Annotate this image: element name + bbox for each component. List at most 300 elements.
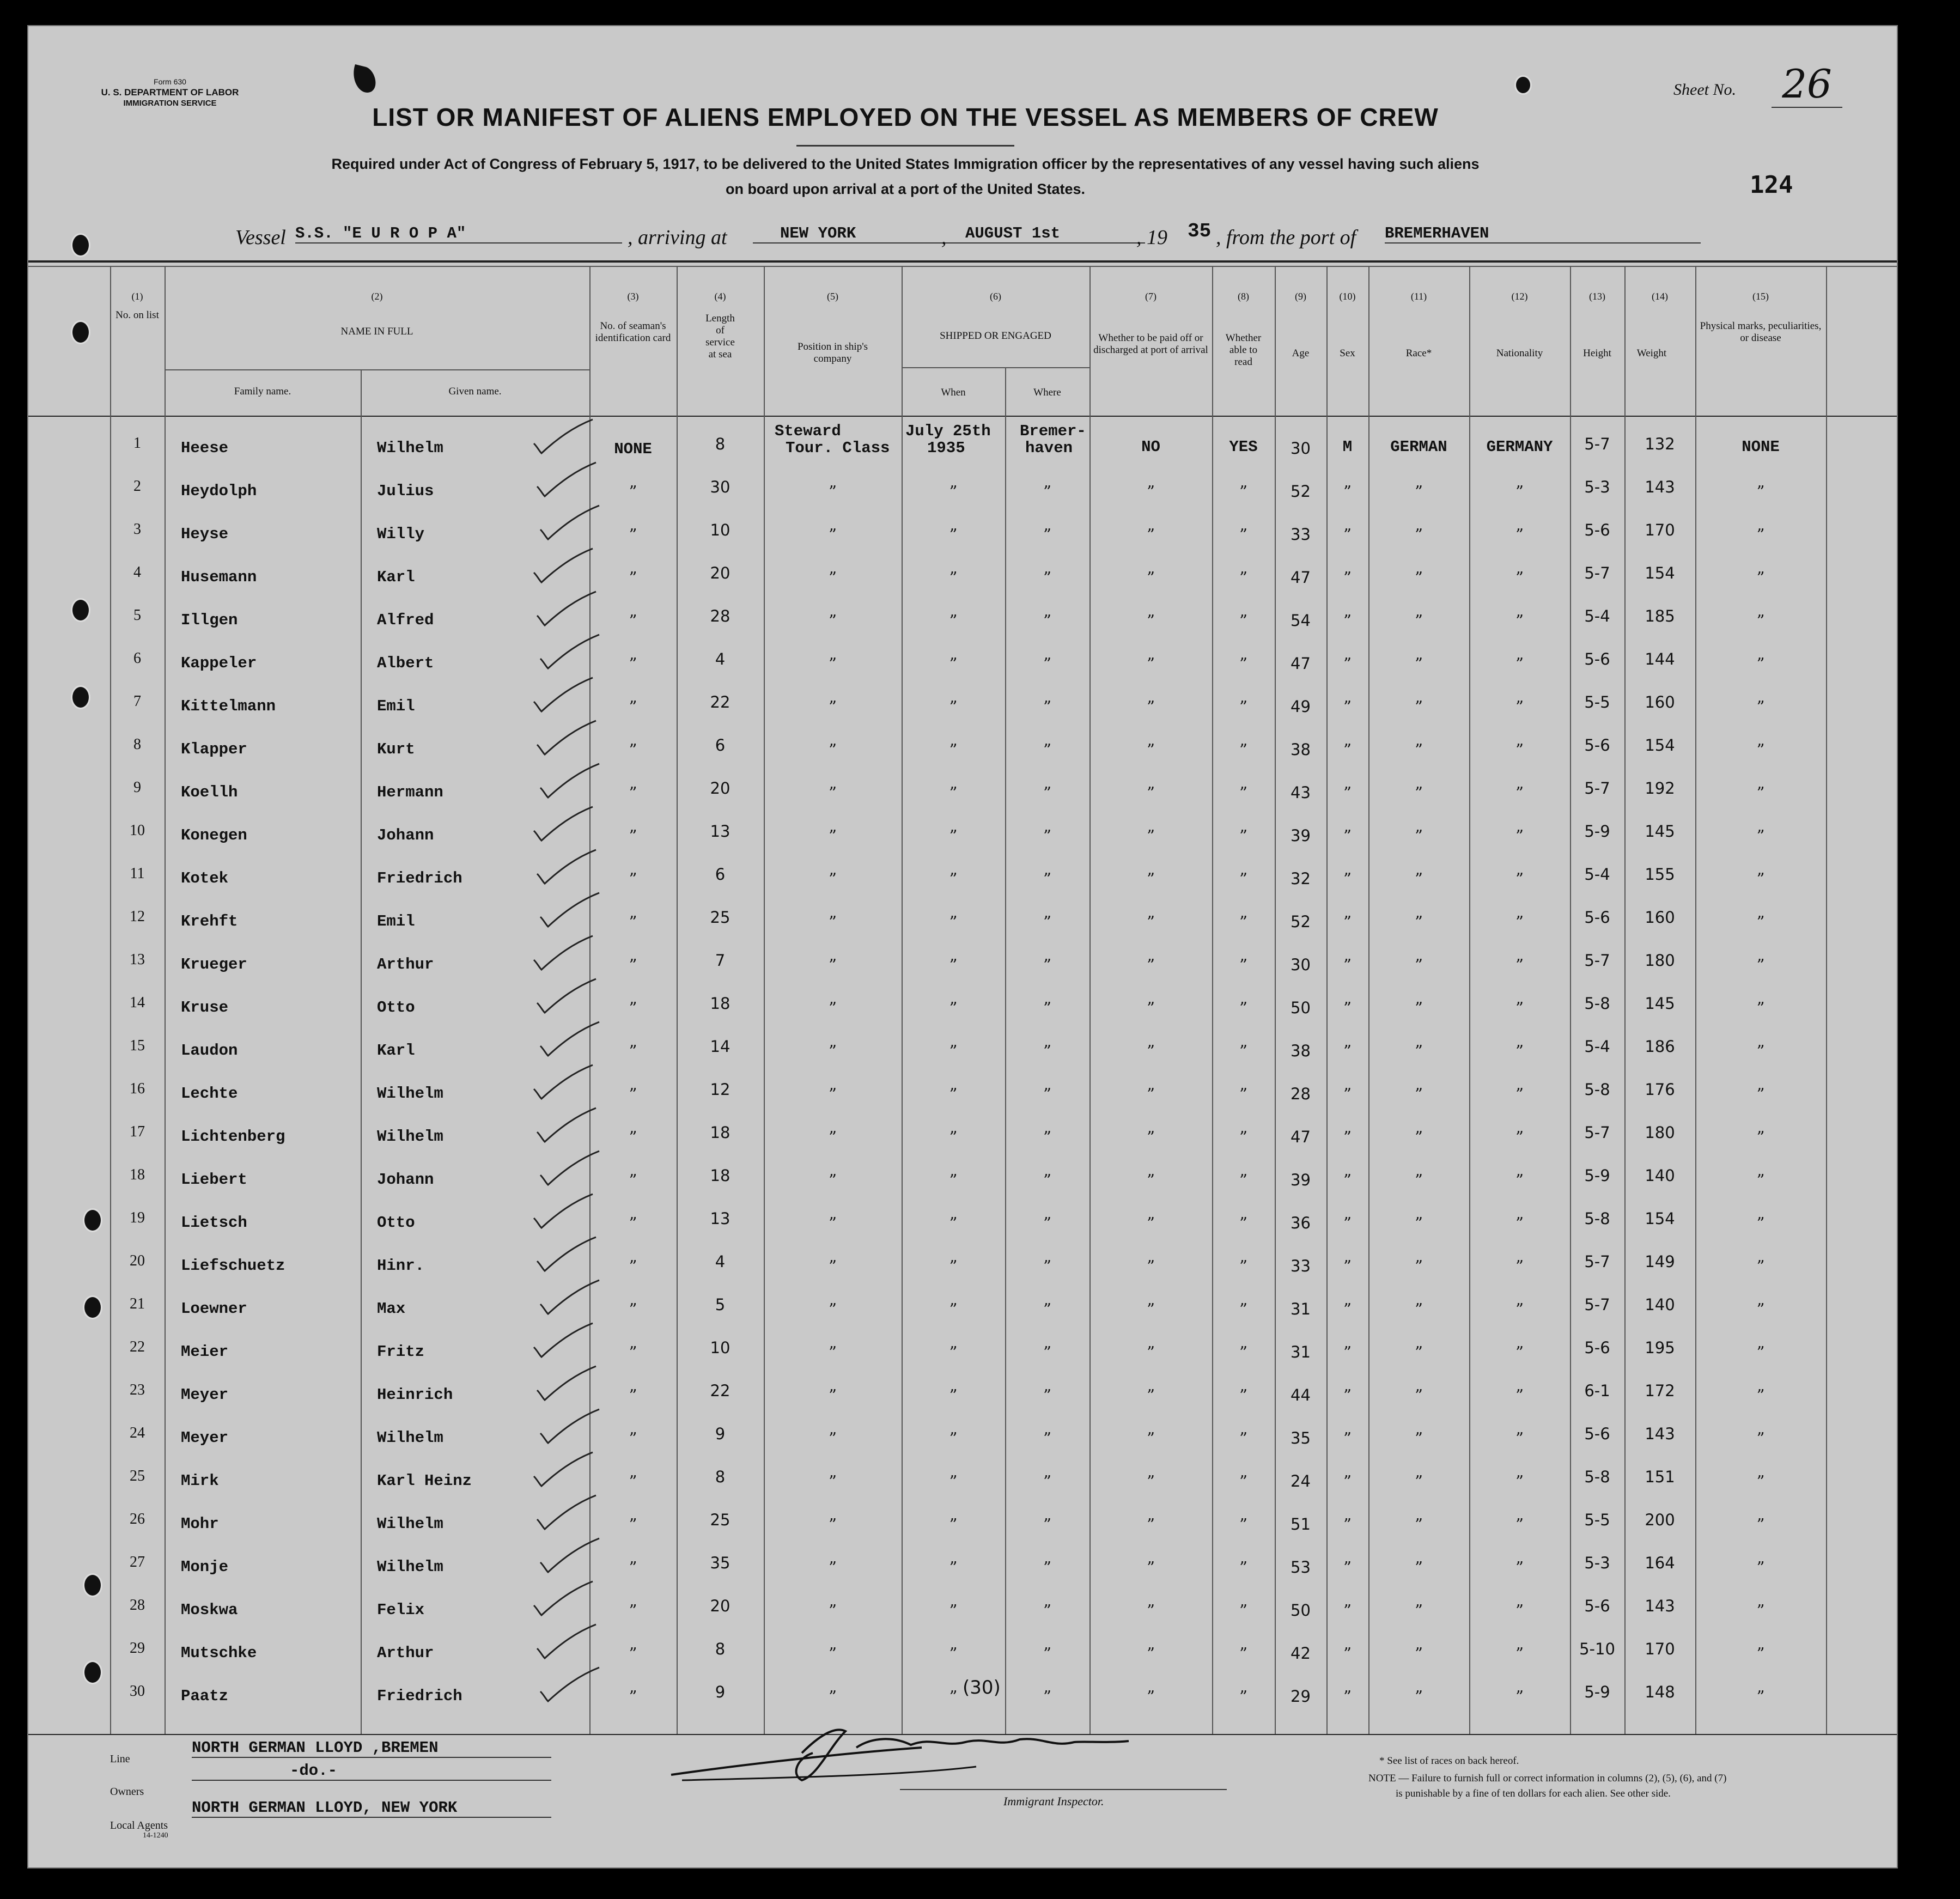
ditto-mark: ”	[629, 1601, 637, 1620]
height-value: 5-6	[1584, 650, 1610, 668]
column-number: (10)	[1339, 291, 1356, 302]
check-mark-icon	[536, 1407, 601, 1445]
height-value: 5-3	[1584, 478, 1610, 496]
row-number: 15	[130, 1037, 145, 1054]
weight-value: 145	[1645, 994, 1675, 1013]
ditto-mark: ”	[1239, 1343, 1247, 1361]
ditto-mark: ”	[949, 1128, 958, 1146]
height-value: 5-7	[1584, 435, 1610, 453]
ditto-mark: ”	[1239, 1558, 1247, 1577]
row-number: 2	[133, 478, 141, 495]
first-row-where-2: haven	[1025, 439, 1073, 457]
given-name: Wilhelm	[377, 1558, 443, 1576]
ditto-mark: ”	[1756, 783, 1765, 802]
ditto-mark: ”	[1043, 568, 1051, 587]
weight-value: 143	[1645, 478, 1675, 496]
ditto-mark: ”	[1239, 1515, 1247, 1533]
service-years: 28	[710, 607, 731, 625]
ditto-mark: ”	[1415, 1429, 1423, 1447]
page-title: LIST OR MANIFEST OF ALIENS EMPLOYED ON THE VESSEL AS MEMBERS OF CREW	[372, 103, 1439, 131]
ditto-mark: ”	[1343, 912, 1352, 931]
age-value: 38	[1291, 740, 1311, 759]
ditto-mark: ”	[1239, 1085, 1247, 1103]
family-name: Kappeler	[181, 654, 257, 672]
given-name: Friedrich	[377, 1687, 462, 1705]
weight-value: 200	[1645, 1511, 1675, 1529]
family-name: Lechte	[181, 1085, 238, 1103]
check-mark-icon	[536, 1536, 601, 1574]
ditto-mark: ”	[1515, 1343, 1524, 1361]
column-number: (14)	[1652, 291, 1668, 302]
ditto-mark: ”	[1343, 1128, 1352, 1146]
first-row-paid-off: NO	[1141, 438, 1160, 456]
given-name: Felix	[377, 1601, 425, 1619]
ditto-mark: ”	[1415, 826, 1423, 845]
ditto-mark: ”	[1239, 1429, 1247, 1447]
row-number: 8	[133, 736, 141, 753]
punch-hole	[83, 1295, 102, 1319]
age-value: 30	[1291, 955, 1311, 974]
ditto-mark: ”	[1147, 1644, 1155, 1663]
weight-value: 164	[1645, 1554, 1675, 1572]
ditto-mark: ”	[1343, 740, 1352, 759]
ditto-mark: ”	[1415, 1644, 1423, 1663]
row-number: 10	[130, 822, 145, 839]
ditto-mark: ”	[1415, 1558, 1423, 1577]
check-mark-icon	[536, 503, 601, 541]
weight-value: 148	[1645, 1683, 1675, 1701]
ditto-mark: ”	[949, 1601, 958, 1620]
ditto-mark: ”	[829, 1343, 837, 1361]
ditto-mark: ”	[629, 1300, 637, 1318]
ditto-mark: ”	[1415, 740, 1423, 759]
ditto-mark: ”	[1343, 1558, 1352, 1577]
check-mark-icon	[529, 1063, 595, 1101]
weight-value: 151	[1645, 1468, 1675, 1486]
check-mark-icon	[533, 1235, 598, 1273]
col-head-read: Whether able to read	[1225, 332, 1262, 368]
ditto-mark: ”	[829, 826, 837, 845]
col-head-age: Age	[1292, 348, 1310, 359]
ditto-mark: ”	[1515, 1429, 1524, 1447]
ditto-mark: ”	[1515, 783, 1524, 802]
col-head-service: Length of service at sea	[705, 313, 735, 360]
form-number: Form 630	[154, 77, 186, 86]
ditto-mark: ”	[1515, 912, 1524, 931]
weight-value: 180	[1645, 951, 1675, 970]
age-value: 47	[1291, 1128, 1311, 1146]
ditto-mark: ”	[1415, 525, 1423, 544]
ditto-mark: ”	[1343, 1042, 1352, 1060]
ditto-mark: ”	[1239, 783, 1247, 802]
ditto-mark: ”	[1343, 1257, 1352, 1275]
ditto-mark: ”	[949, 1042, 958, 1060]
service-years: 6	[715, 736, 726, 754]
service-years: 10	[710, 1338, 731, 1357]
column-number: (1)	[131, 291, 143, 302]
given-name: Wilhelm	[377, 439, 443, 457]
punch-hole	[71, 685, 90, 709]
ditto-mark: ”	[1515, 1515, 1524, 1533]
ditto-mark: ”	[1343, 826, 1352, 845]
ditto-mark: ”	[829, 1558, 837, 1577]
name-sub-rule	[165, 369, 589, 370]
age-value: 42	[1291, 1644, 1311, 1663]
ditto-mark: ”	[949, 1343, 958, 1361]
ditto-mark: ”	[949, 1429, 958, 1447]
col-head-height: Height	[1583, 348, 1611, 359]
given-name: Karl Heinz	[377, 1472, 472, 1490]
first-row-race: GERMAN	[1390, 438, 1447, 456]
check-mark-icon	[536, 1149, 601, 1187]
given-name: Arthur	[377, 1644, 434, 1662]
ditto-mark: ”	[1043, 697, 1051, 716]
ditto-mark: ”	[949, 482, 958, 501]
ditto-mark: ”	[1515, 1300, 1524, 1318]
ditto-mark: ”	[1147, 1386, 1155, 1404]
ditto-mark: ”	[1756, 1128, 1765, 1146]
ditto-mark: ”	[949, 999, 958, 1017]
crew-table	[28, 260, 1897, 1758]
ditto-mark: ”	[1043, 1171, 1051, 1189]
service-years: 6	[715, 865, 726, 884]
weight-value: 154	[1645, 736, 1675, 754]
department-name: U. S. DEPARTMENT OF LABOR	[101, 87, 239, 98]
weight-value: 176	[1645, 1080, 1675, 1099]
ditto-mark: ”	[629, 1429, 637, 1447]
family-name: Krehft	[181, 912, 238, 930]
ditto-mark: ”	[829, 1472, 837, 1490]
ditto-mark: ”	[1239, 1644, 1247, 1663]
ditto-mark: ”	[1043, 1085, 1051, 1103]
family-name: Konegen	[181, 826, 247, 844]
family-name: Lichtenberg	[181, 1128, 285, 1146]
weight-value: 132	[1645, 435, 1675, 453]
ditto-mark: ”	[1147, 1687, 1155, 1706]
given-name: Willy	[377, 525, 425, 543]
given-name: Max	[377, 1300, 406, 1318]
height-value: 5-10	[1579, 1640, 1615, 1658]
ditto-mark: ”	[1343, 1472, 1352, 1490]
ditto-mark: ”	[1415, 912, 1423, 931]
ditto-mark: ”	[829, 697, 837, 716]
ditto-mark: ”	[1343, 1214, 1352, 1232]
arrival-year: 35	[1188, 220, 1212, 242]
col-head-where: Where	[1033, 387, 1061, 398]
ditto-mark: ”	[1043, 525, 1051, 544]
departure-port: BREMERHAVEN	[1385, 224, 1701, 244]
family-name: Kruse	[181, 999, 229, 1017]
ditto-mark: ”	[1515, 1257, 1524, 1275]
punch-hole	[83, 1208, 102, 1232]
given-name: Emil	[377, 697, 415, 715]
ditto-mark: ”	[1756, 1085, 1765, 1103]
ditto-mark: ”	[1239, 568, 1247, 587]
inspector-rule	[900, 1789, 1227, 1790]
given-name: Hermann	[377, 783, 443, 801]
ditto-mark: ”	[1515, 1601, 1524, 1620]
family-name: Liebert	[181, 1171, 247, 1189]
ditto-mark: ”	[1515, 1085, 1524, 1103]
ditto-mark: ”	[1756, 482, 1765, 501]
ditto-mark: ”	[1343, 697, 1352, 716]
ditto-mark: ”	[1415, 611, 1423, 630]
age-value: 30	[1291, 439, 1311, 458]
height-value: 5-6	[1584, 1425, 1610, 1443]
ditto-mark: ”	[1239, 697, 1247, 716]
check-mark-icon	[533, 589, 598, 628]
ditto-mark: ”	[629, 482, 637, 501]
height-value: 5-7	[1584, 564, 1610, 582]
row-number: 25	[130, 1468, 145, 1484]
ditto-mark: ”	[1343, 525, 1352, 544]
sheet-label: Sheet No.	[1673, 81, 1736, 99]
height-value: 5-6	[1584, 908, 1610, 927]
family-name: Heyse	[181, 525, 229, 543]
ditto-mark: ”	[1043, 654, 1051, 673]
ditto-mark: ”	[1756, 1515, 1765, 1533]
family-name: Paatz	[181, 1687, 229, 1705]
ditto-mark: ”	[1415, 955, 1423, 974]
height-value: 5-7	[1584, 1295, 1610, 1314]
given-name: Karl	[377, 1042, 415, 1060]
subtitle-line-2: on board upon arrival at a port of the United States.	[725, 181, 1086, 197]
weight-value: 144	[1645, 650, 1675, 668]
family-name: Monje	[181, 1558, 229, 1576]
ditto-mark: ”	[1756, 1171, 1765, 1189]
col-head-given: Given name.	[448, 386, 502, 397]
ditto-mark: ”	[1515, 999, 1524, 1017]
column-number: (9)	[1295, 291, 1306, 302]
ditto-mark: ”	[1343, 482, 1352, 501]
ditto-mark: ”	[829, 1085, 837, 1103]
age-value: 44	[1291, 1386, 1311, 1404]
service-years: 8	[715, 435, 726, 453]
column-number: (13)	[1589, 291, 1605, 302]
ditto-mark: ”	[1343, 955, 1352, 974]
ditto-mark: ”	[949, 912, 958, 931]
ditto-mark: ”	[1756, 826, 1765, 845]
check-mark-icon	[533, 1364, 598, 1402]
ditto-mark: ”	[1756, 1214, 1765, 1232]
weight-value: 185	[1645, 607, 1675, 625]
ditto-mark: ”	[1415, 568, 1423, 587]
ditto-mark: ”	[829, 1601, 837, 1620]
height-value: 5-4	[1584, 1037, 1610, 1056]
first-row-where-1: Bremer-	[1020, 422, 1086, 440]
age-value: 39	[1291, 1171, 1311, 1189]
given-name: Albert	[377, 654, 434, 672]
ditto-mark: ”	[1043, 869, 1051, 888]
given-name: Johann	[377, 826, 434, 844]
family-name: Moskwa	[181, 1601, 238, 1619]
ditto-mark: ”	[1147, 1515, 1155, 1533]
ditto-mark: ”	[1415, 999, 1423, 1017]
races-note: * See list of races on back hereof.	[1379, 1755, 1519, 1767]
family-name: Heese	[181, 439, 229, 457]
given-name: Johann	[377, 1171, 434, 1189]
ditto-mark: ”	[1515, 611, 1524, 630]
ditto-mark: ”	[629, 783, 637, 802]
ditto-mark: ”	[629, 1472, 637, 1490]
ditto-mark: ”	[1343, 1515, 1352, 1533]
ditto-mark: ”	[949, 697, 958, 716]
age-value: 52	[1291, 912, 1311, 931]
ditto-mark: ”	[1239, 525, 1247, 544]
service-years: 20	[710, 564, 731, 582]
ditto-mark: ”	[629, 1386, 637, 1404]
check-mark-icon	[529, 675, 595, 714]
column-number: (8)	[1238, 291, 1249, 302]
ditto-mark: ”	[829, 999, 837, 1017]
first-row-nationality: GERMANY	[1486, 438, 1553, 456]
weight-value: 149	[1645, 1252, 1675, 1271]
ditto-mark: ”	[1147, 1558, 1155, 1577]
ditto-mark: ”	[1343, 1687, 1352, 1706]
weight-value: 155	[1645, 865, 1675, 884]
ditto-mark: ”	[1343, 1601, 1352, 1620]
ditto-mark: ”	[829, 1300, 837, 1318]
ditto-mark: ”	[1043, 1601, 1051, 1620]
service-years: 25	[710, 1511, 731, 1529]
ditto-mark: ”	[1515, 869, 1524, 888]
family-name: Mirk	[181, 1472, 219, 1490]
weight-value: 192	[1645, 779, 1675, 798]
column-number: (3)	[627, 291, 639, 302]
given-name: Heinrich	[377, 1386, 453, 1404]
ditto-mark: ”	[1515, 826, 1524, 845]
ditto-mark: ”	[1756, 697, 1765, 716]
check-mark-icon	[536, 891, 601, 929]
ditto-mark: ”	[1043, 1343, 1051, 1361]
given-name: Fritz	[377, 1343, 425, 1361]
ditto-mark: ”	[1043, 1128, 1051, 1146]
row-number: 26	[130, 1511, 145, 1527]
ditto-mark: ”	[1415, 1515, 1423, 1533]
ditto-mark: ”	[1239, 654, 1247, 673]
ditto-mark: ”	[1756, 611, 1765, 630]
ditto-mark: ”	[629, 1515, 637, 1533]
check-mark-icon	[529, 417, 595, 455]
col-head-when: When	[941, 387, 966, 398]
height-value: 5-8	[1584, 1080, 1610, 1099]
ditto-mark: ”	[1147, 1300, 1155, 1318]
ditto-mark: ”	[949, 1214, 958, 1232]
col-head-id-card: No. of seaman's identification card	[595, 320, 671, 344]
ditto-mark: ”	[1515, 697, 1524, 716]
ditto-mark: ”	[1043, 826, 1051, 845]
ditto-mark: ”	[1147, 1257, 1155, 1275]
ditto-mark: ”	[1147, 912, 1155, 931]
ditto-mark: ”	[829, 654, 837, 673]
height-value: 5-7	[1584, 1123, 1610, 1142]
ditto-mark: ”	[1756, 1558, 1765, 1577]
column-number: (2)	[371, 291, 383, 302]
ditto-mark: ”	[629, 1128, 637, 1146]
weight-value: 143	[1645, 1425, 1675, 1443]
ditto-mark: ”	[1756, 1257, 1765, 1275]
ditto-mark: ”	[1043, 783, 1051, 802]
weight-value: 170	[1645, 1640, 1675, 1658]
ditto-mark: ”	[1343, 1429, 1352, 1447]
weight-value: 186	[1645, 1037, 1675, 1056]
ditto-mark: ”	[1239, 1300, 1247, 1318]
ditto-mark: ”	[1515, 1042, 1524, 1060]
weight-value: 140	[1645, 1166, 1675, 1185]
ditto-mark: ”	[1756, 1687, 1765, 1706]
given-name: Arthur	[377, 955, 434, 973]
row-number: 20	[130, 1252, 145, 1269]
service-years: 5	[715, 1295, 726, 1314]
ditto-mark: ”	[1343, 999, 1352, 1017]
page-number: 124	[1750, 171, 1793, 199]
ditto-mark: ”	[1415, 654, 1423, 673]
check-mark-icon	[533, 1622, 598, 1660]
ditto-mark: ”	[1515, 1214, 1524, 1232]
ditto-mark: ”	[629, 697, 637, 716]
weight-value: 154	[1645, 564, 1675, 582]
ditto-mark: ”	[1756, 740, 1765, 759]
row-number: 18	[130, 1166, 145, 1183]
ditto-mark: ”	[949, 1644, 958, 1663]
col-head-no: No. on list	[115, 309, 159, 321]
ditto-mark: ”	[1415, 1085, 1423, 1103]
ditto-mark: ”	[1343, 1085, 1352, 1103]
age-value: 47	[1291, 568, 1311, 587]
ditto-mark: ”	[1147, 525, 1155, 544]
col-head-sex: Sex	[1340, 348, 1355, 359]
row-number: 29	[130, 1640, 145, 1657]
ditto-mark: ”	[629, 1558, 637, 1577]
check-mark-icon	[529, 546, 595, 585]
check-mark-icon	[533, 719, 598, 757]
ditto-mark: ”	[1756, 1472, 1765, 1490]
service-years: 13	[710, 1209, 731, 1228]
service-years: 25	[710, 908, 731, 927]
ditto-mark: ”	[1147, 482, 1155, 501]
height-value: 5-8	[1584, 994, 1610, 1013]
check-mark-icon	[533, 848, 598, 886]
row-number: 19	[130, 1209, 145, 1226]
ditto-mark: ”	[629, 912, 637, 931]
family-name: Loewner	[181, 1300, 247, 1318]
height-value: 5-6	[1584, 1597, 1610, 1615]
ditto-mark: ”	[1147, 740, 1155, 759]
age-value: 31	[1291, 1300, 1311, 1318]
ditto-mark: ”	[949, 525, 958, 544]
age-value: 50	[1291, 1601, 1311, 1620]
punch-hole	[71, 320, 90, 344]
height-value: 5-7	[1584, 951, 1610, 970]
row-number: 3	[133, 521, 141, 538]
ditto-mark: ”	[949, 869, 958, 888]
ditto-mark: ”	[829, 1687, 837, 1706]
ditto-mark: ”	[949, 1687, 958, 1706]
ditto-mark: ”	[1756, 1644, 1765, 1663]
ditto-mark: ”	[829, 1171, 837, 1189]
ditto-mark: ”	[1756, 1042, 1765, 1060]
ditto-mark: ”	[1515, 525, 1524, 544]
ditto-mark: ”	[1239, 740, 1247, 759]
ditto-mark: ”	[1043, 1558, 1051, 1577]
service-years: 14	[710, 1037, 731, 1056]
ditto-mark: ”	[1343, 1300, 1352, 1318]
age-value: 31	[1291, 1343, 1311, 1361]
age-value: 51	[1291, 1515, 1311, 1533]
ditto-mark: ”	[1147, 697, 1155, 716]
service-years: 18	[710, 994, 731, 1013]
ditto-mark: ”	[1239, 1214, 1247, 1232]
